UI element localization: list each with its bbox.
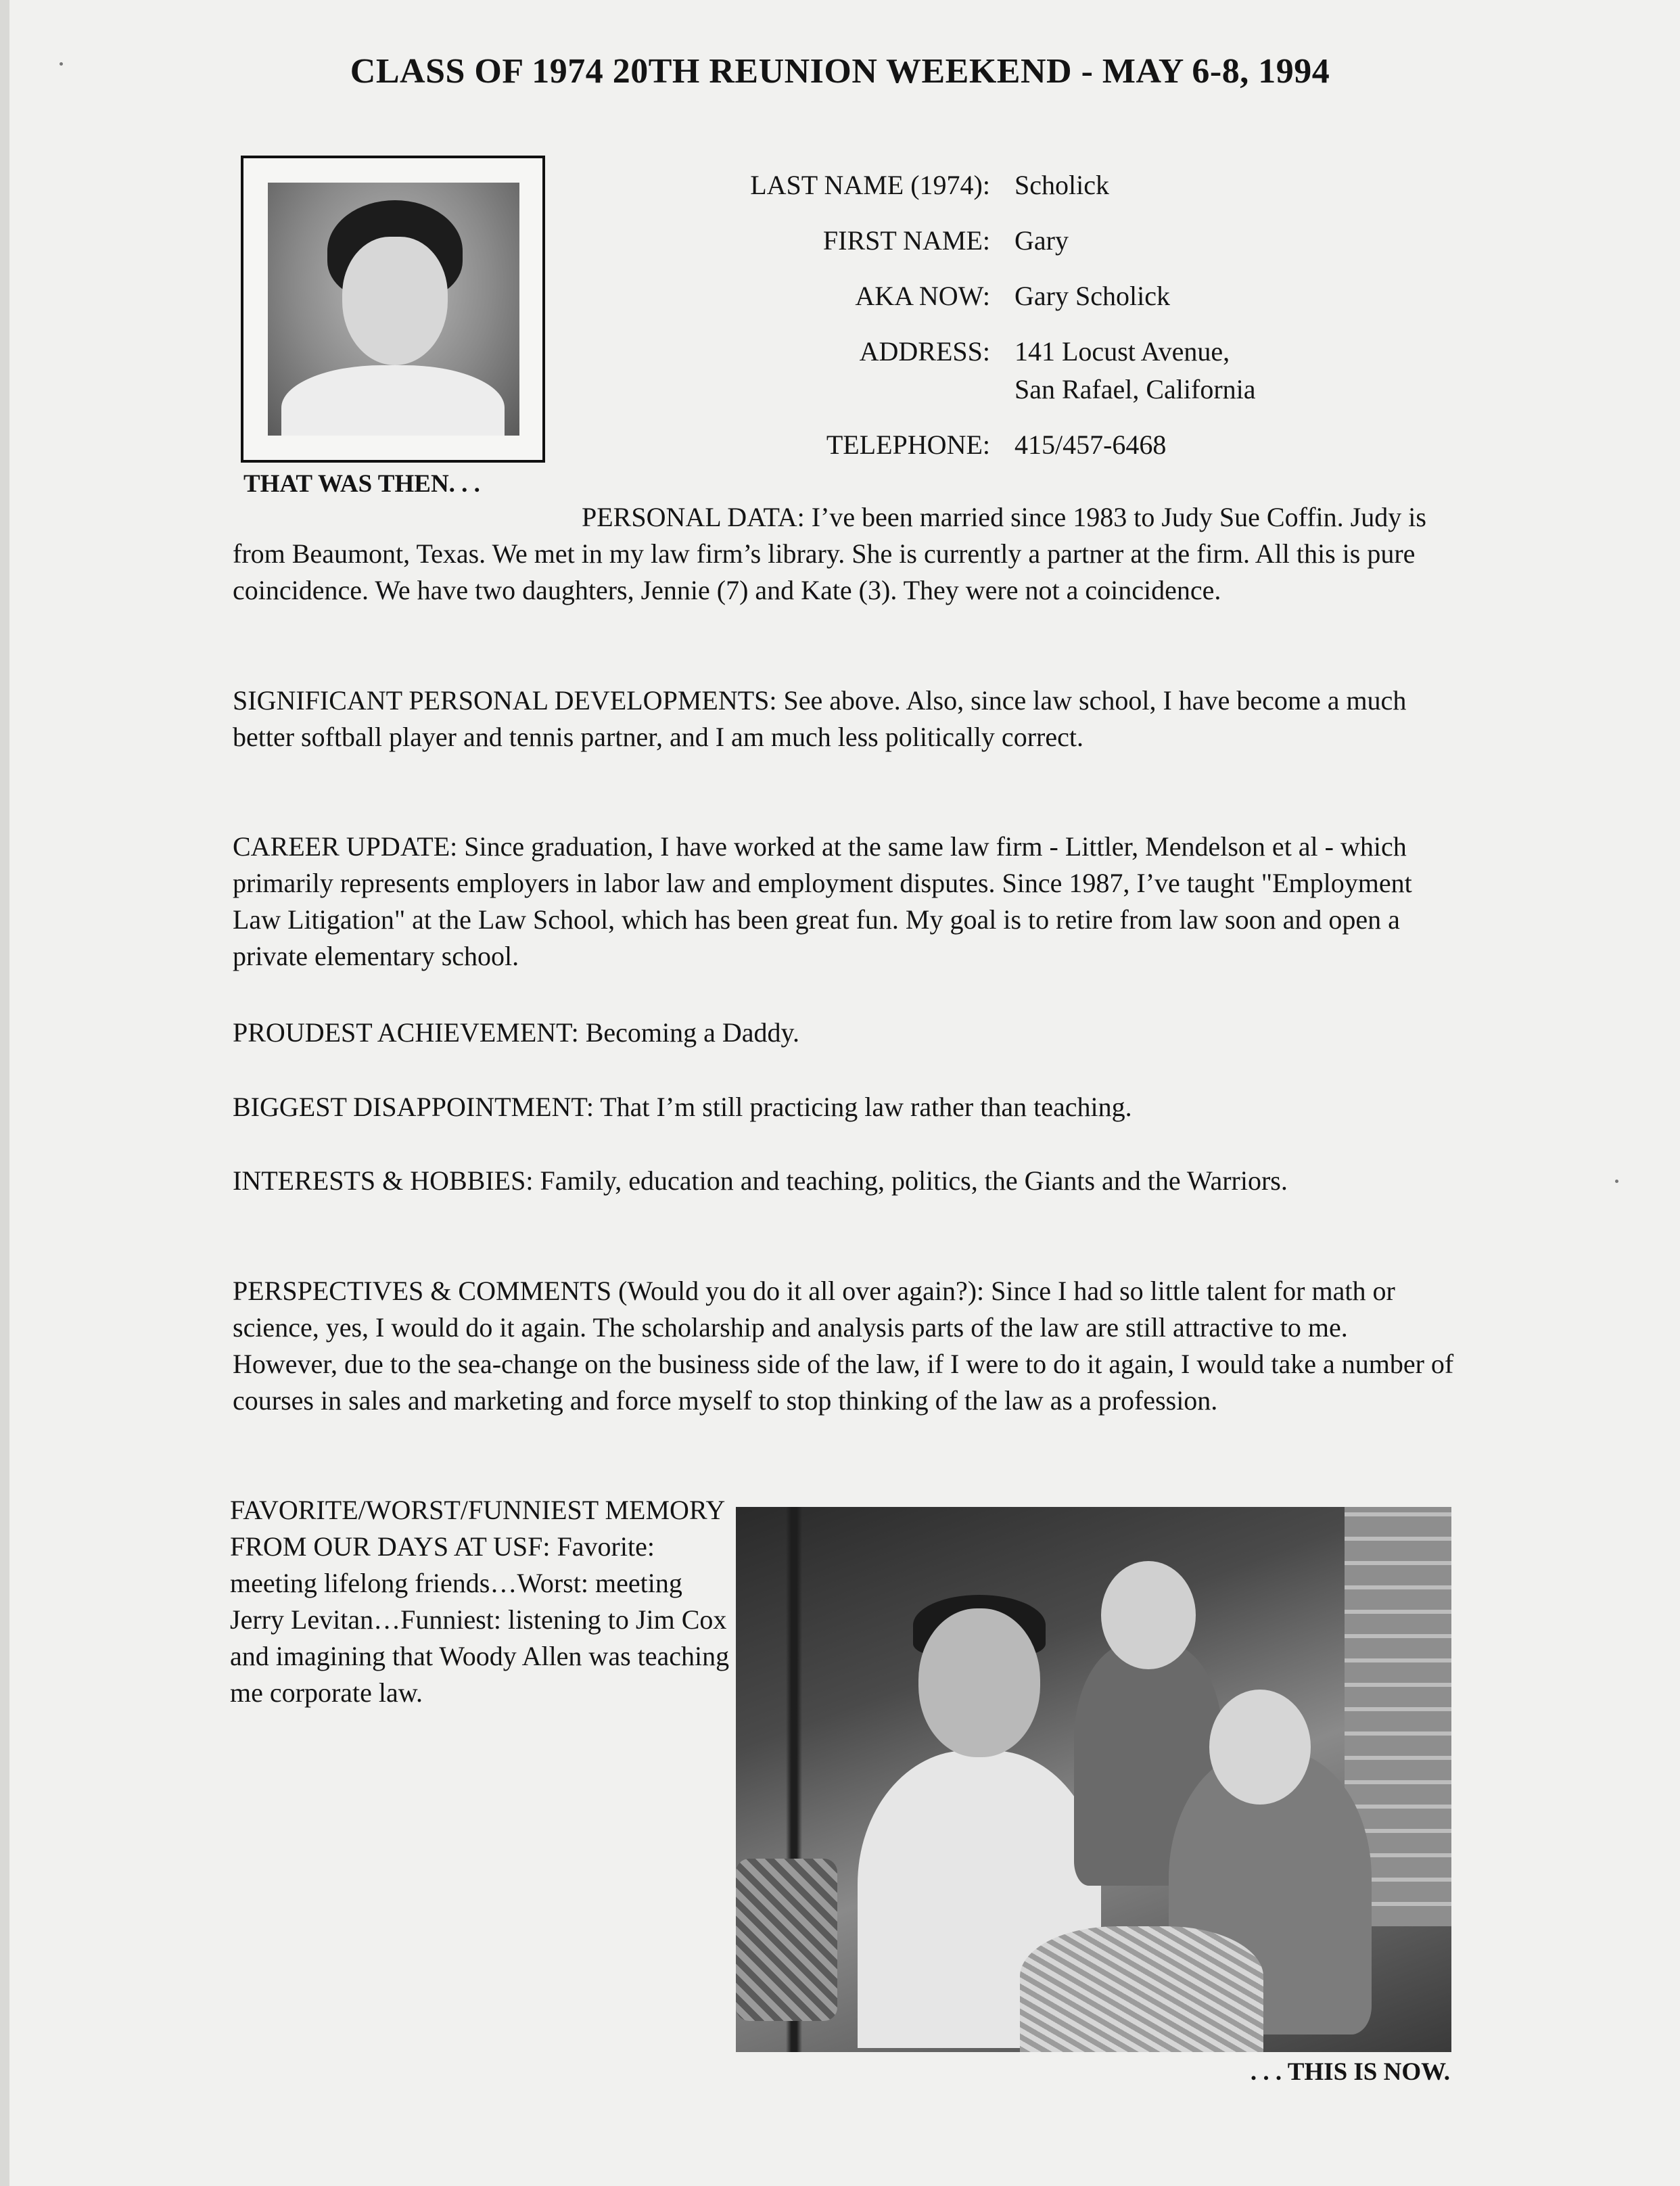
now-caption: . . . THIS IS NOW. <box>1250 2058 1450 2086</box>
memory-text: FAVORITE/WORST/FUNNIEST MEMORY FROM OUR DAYS AT USF: Favorite: meeting lifelong friends…Worst: meeting Jerry Levitan…Funniest: listening to Jim Cox and imagining that Woody Allen was teaching me corporate law. <box>230 1495 730 1708</box>
then-photo-face <box>342 237 448 365</box>
paper-speck <box>60 62 63 66</box>
then-caption: THAT WAS THEN. . . <box>243 470 480 498</box>
now-photo <box>736 1507 1451 2052</box>
info-label: LAST NAME (1974): <box>750 170 990 200</box>
info-row-first-name <box>676 222 1256 260</box>
contact-info <box>676 166 1256 482</box>
page-title: CLASS OF 1974 20TH REUNION WEEKEND - MAY 6-8, 1994 <box>350 52 1330 91</box>
section-personal-data <box>233 499 1457 609</box>
info-label: TELEPHONE: <box>826 429 990 460</box>
info-label: ADDRESS: <box>859 336 990 367</box>
then-photo-image <box>268 183 519 436</box>
perspectives-text: PERSPECTIVES & COMMENTS (Would you do it all over again?): Since I had so little talent for math or science, yes, I would do it again. The scholarship and analysis parts of the law are still attractive to me. However, due to the sea-change on the business side of the law, if I were to do it again, I would take a number of courses in sales and marketing and force myself to stop thinking of the law as a profession. <box>233 1276 1454 1416</box>
paper-speck <box>1615 1180 1618 1183</box>
section-proudest-achievement <box>233 1015 1457 1051</box>
info-value: 141 Locust Avenue, San Rafael, California <box>1014 336 1256 404</box>
info-value: 415/457-6468 <box>1014 429 1167 460</box>
section-memory <box>230 1492 730 1711</box>
now-photo-basket <box>736 1859 837 2021</box>
section-biggest-disappointment <box>233 1089 1457 1125</box>
now-photo-daughter-older-face <box>1209 1690 1311 1805</box>
section-career-update <box>233 829 1457 975</box>
then-photo <box>241 156 545 463</box>
significant-developments-text: SIGNIFICANT PERSONAL DEVELOPMENTS: See above. Also, since law school, I have become a much better softball player and tennis partner, and I am much less politically correct. <box>233 685 1407 752</box>
personal-data-text: PERSONAL DATA: I’ve been married since 1983 to Judy Sue Coffin. Judy is from Beaumont, Texas. We met in my law firm’s library. She is currently a partner at the firm. All this is pure coincidence. We have two daughters, Jennie (7) and Kate (3). They were not a coincidence. <box>233 502 1426 605</box>
info-row-aka-now <box>676 277 1256 315</box>
now-photo-wicker-chair <box>1020 1926 1263 2052</box>
info-row-telephone <box>676 426 1256 464</box>
info-row-last-name <box>676 166 1256 204</box>
section-significant-developments <box>233 682 1457 755</box>
info-value: Gary <box>1014 225 1069 256</box>
biggest-disappointment-text: BIGGEST DISAPPOINTMENT: That I’m still practicing law rather than teaching. <box>233 1092 1132 1122</box>
page-edge <box>0 0 9 2186</box>
info-row-address <box>676 333 1256 409</box>
career-update-text: CAREER UPDATE: Since graduation, I have worked at the same law firm - Littler, Mendelson et al - which primarily represents employers in labor law and employment disputes. Since 1987, I’ve taught "Employment Law Litigation" at the Law School, which has been great fun. My goal is to retire from law soon and open a private elementary school. <box>233 831 1412 971</box>
section-interests-hobbies <box>233 1163 1457 1199</box>
info-value: Gary Scholick <box>1014 281 1170 311</box>
info-value: Scholick <box>1014 170 1109 200</box>
section-perspectives <box>233 1273 1457 1419</box>
now-photo-father-face <box>918 1608 1040 1757</box>
info-label: AKA NOW: <box>855 281 990 311</box>
interests-hobbies-text: INTERESTS & HOBBIES: Family, education and teaching, politics, the Giants and the Warriors. <box>233 1165 1288 1196</box>
info-label: FIRST NAME: <box>822 225 990 256</box>
proudest-achievement-text: PROUDEST ACHIEVEMENT: Becoming a Daddy. <box>233 1017 799 1048</box>
then-photo-shirt <box>281 365 505 436</box>
now-photo-daughter-younger-face <box>1101 1561 1196 1669</box>
